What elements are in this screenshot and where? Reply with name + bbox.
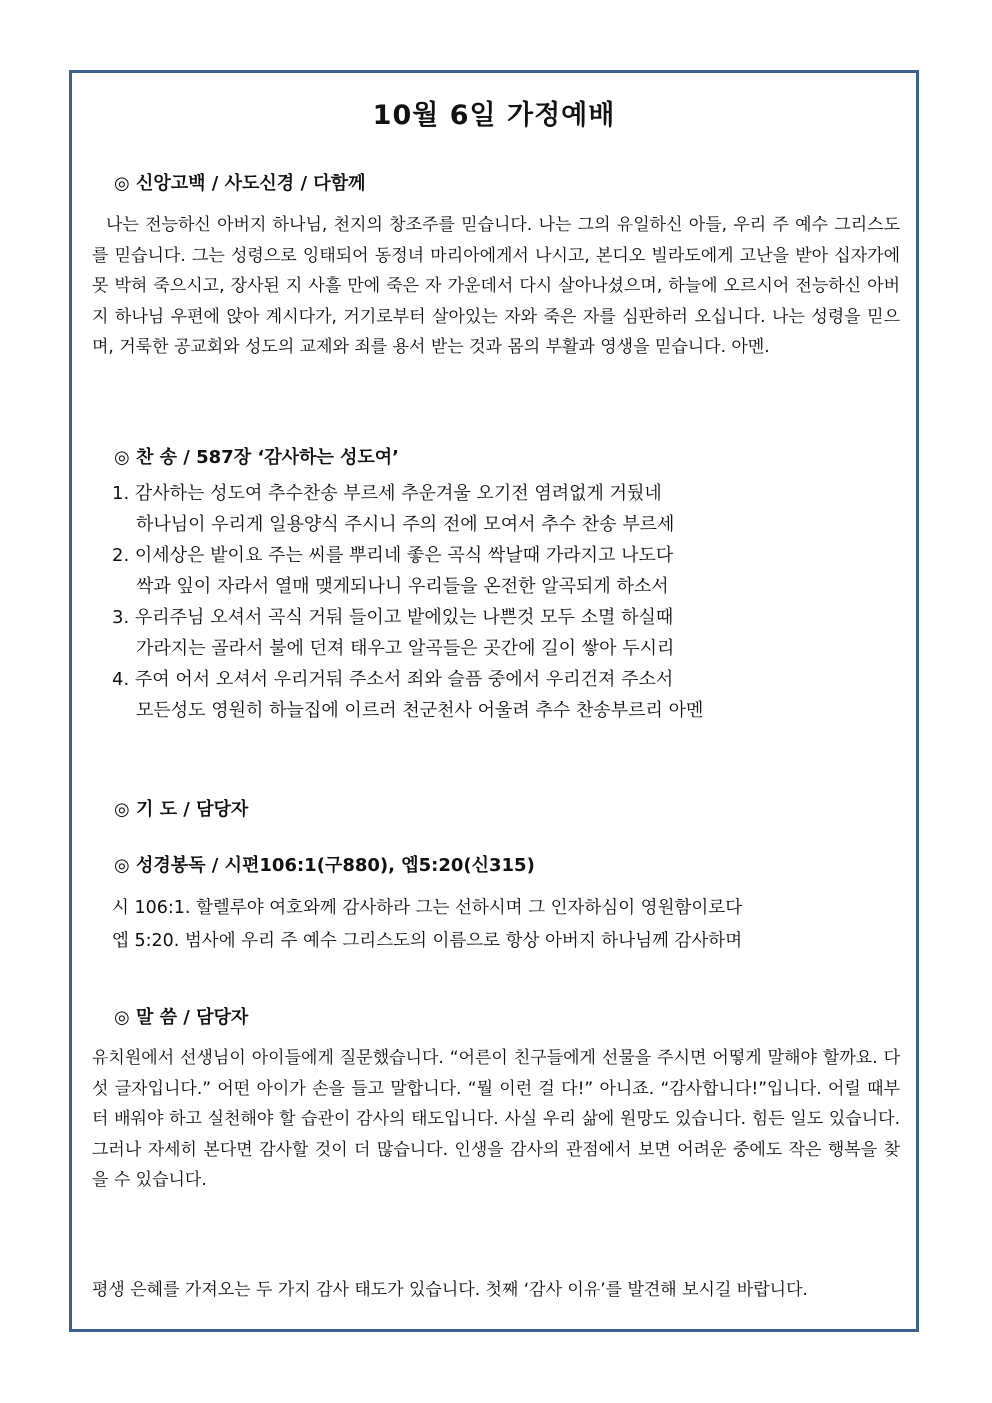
sermon-heading: ◎ 말 씀 / 담당자 (114, 1007, 249, 1028)
scripture-verse: 엡 5:20. 범사에 우리 주 예수 그리스도의 이름으로 항상 아버지 하나님께 감사하며 (112, 931, 743, 951)
scripture-heading: ◎ 성경봉독 / 시편106:1(구880), 엡5:20(신315) (114, 855, 535, 876)
creed-heading: ◎ 신앙고백 / 사도신경 / 다함께 (114, 173, 366, 194)
sermon-paragraph: 평생 은혜를 가져오는 두 가지 감사 태도가 있습니다. 첫째 ‘감사 이유’를 발견해 보시길 바랍니다. (92, 1280, 808, 1300)
hymn-line: 모든성도 영원히 하늘집에 이르러 천군천사 어울려 추수 찬송부르리 아멘 (136, 700, 704, 721)
hymn-line: 1. 감사하는 성도여 추수찬송 부르세 추운겨울 오기전 염려없게 거뒀네 (112, 483, 662, 504)
creed-text: 나는 전능하신 아버지 하나님, 천지의 창조주를 믿습니다. 나는 그의 유일하신 아들, 우리 주 예수 그리스도를 믿습니다. 그는 성령으로 잉태되어 동정녀 마리아에게서 나시고, 본디오 빌라도에게 고난을 받아 십자가에 못 박혀 죽으시고, 장사된 지 사흘 만에 죽은 자 가운데서 다시 살아나셨으며, 하늘에 오르시어 전능하신 아버지 하나님 우편에 앉아 계시다가, 거기로부터 살아있는 자와 죽은 자를 심판하러 오십니다. 나는 성령을 믿으며, 거룩한 공교회와 성도의 교제와 죄를 용서 받는 것과 몸의 부활과 영생을 믿습니다. 아멘. (92, 215, 900, 357)
hymn-line: 4. 주여 어서 오셔서 우리거둬 주소서 죄와 슬픔 중에서 우리건져 주소서 (112, 669, 674, 690)
sermon-paragraph: 유치원에서 선생님이 아이들에게 질문했습니다. “어른이 친구들에게 선물을 주시면 어떻게 말해야 할까요. 다섯 글자입니다.” 어떤 아이가 손을 들고 말합니다. “뭘 이런 걸 다!” 아니죠. “감사합니다!”입니다. 어릴 때부터 배워야 하고 실천해야 할 습관이 감사의 태도입니다. 사실 우리 삶에 원망도 있습니다. 힘든 일도 있습니다. 그러나 자세히 본다면 감사할 것이 더 많습니다. 인생을 감사의 관점에서 보면 어려운 중에도 작은 행복을 찾을 수 있습니다. (92, 1048, 900, 1190)
hymn-line: 3. 우리주님 오셔서 곡식 거둬 들이고 밭에있는 나쁜것 모두 소멸 하실때 (112, 607, 674, 628)
hymn-line: 2. 이세상은 밭이요 주는 씨를 뿌리네 좋은 곡식 싹날때 가라지고 나도다 (112, 545, 674, 566)
hymn-heading: ◎ 찬 송 / 587장 ‘감사하는 성도여’ (114, 447, 400, 468)
worship-page-frame (69, 70, 919, 1332)
page-title: 10월 6일 가정예배 (372, 100, 616, 131)
scripture-verse: 시 106:1. 할렐루야 여호와께 감사하라 그는 선하시며 그 인자하심이 영원함이로다 (112, 898, 743, 918)
prayer-heading: ◎ 기 도 / 담당자 (114, 799, 249, 820)
hymn-lyrics (112, 478, 892, 726)
hymn-line: 가라지는 골라서 불에 던져 태우고 알곡들은 곳간에 길이 쌓아 두시리 (136, 638, 675, 659)
hymn-line: 싹과 잎이 자라서 열매 맺게되나니 우리들을 온전한 알곡되게 하소서 (136, 576, 669, 597)
hymn-line: 하나님이 우리게 일용양식 주시니 주의 전에 모여서 추수 찬송 부르세 (136, 514, 675, 535)
